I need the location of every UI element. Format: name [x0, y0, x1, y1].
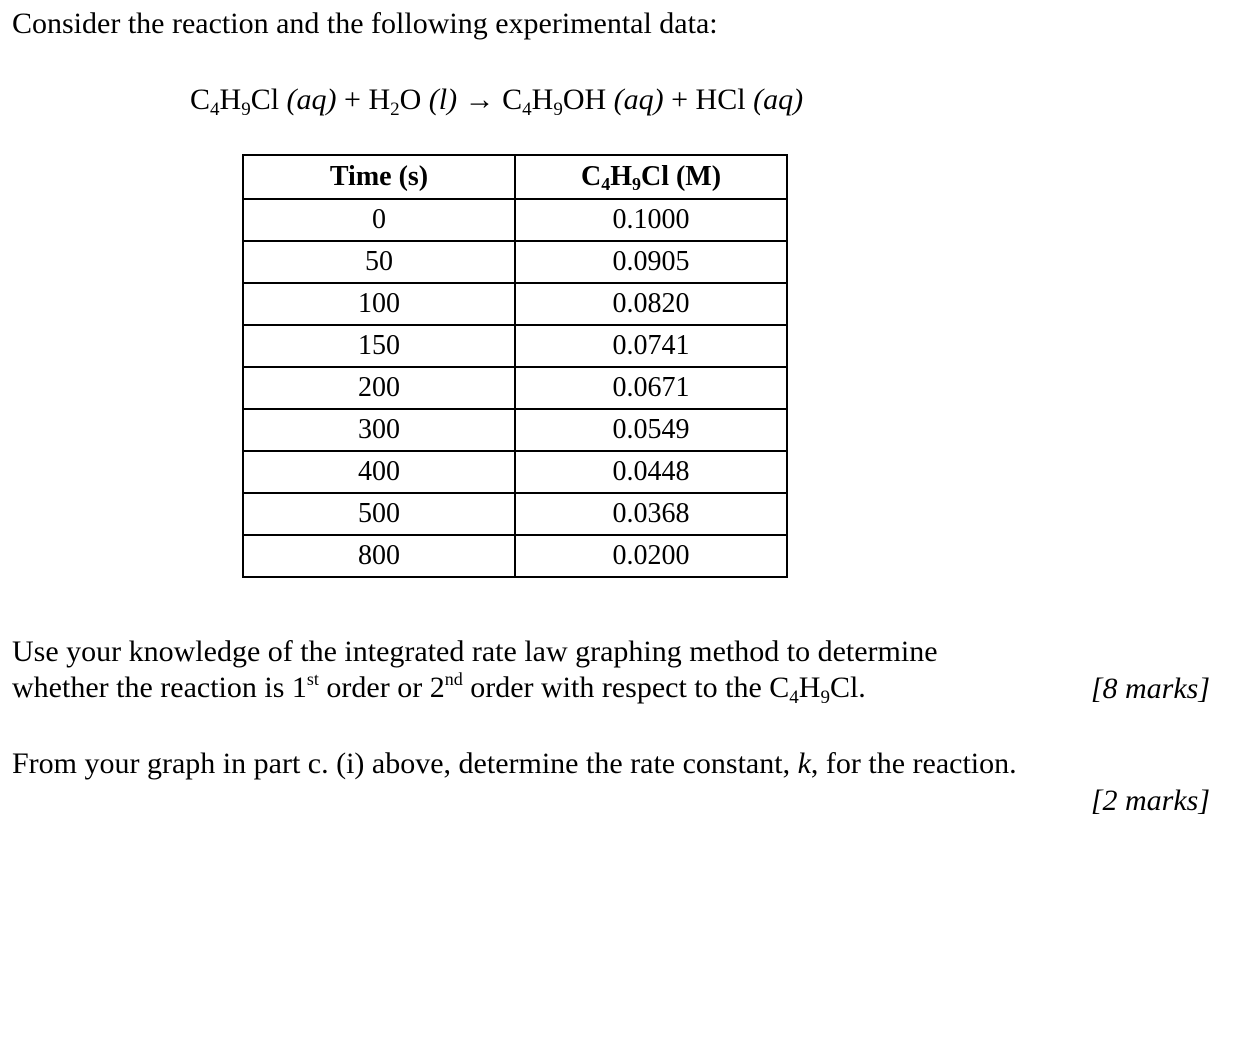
table-row	[243, 367, 787, 409]
conc-cell: 0.0905	[515, 241, 787, 283]
conc-cell: 0.1000	[515, 199, 787, 241]
eq-subscript: 4	[210, 99, 220, 120]
conc-cell: 0.0448	[515, 451, 787, 493]
eq-part: O	[399, 83, 429, 116]
time-cell: 400	[243, 451, 515, 493]
time-cell: 500	[243, 493, 515, 535]
eq-subscript: 9	[553, 99, 563, 120]
eq-subscript: 9	[241, 99, 251, 120]
reaction-equation	[190, 82, 803, 118]
eq-state: (aq)	[753, 83, 804, 116]
time-cell: 150	[243, 325, 515, 367]
eq-state: (aq)	[286, 83, 337, 116]
concentration-header: $C_4H_9Cl$ (M)	[515, 155, 787, 199]
conc-cell: 0.0820	[515, 283, 787, 325]
data-table	[242, 154, 788, 578]
eq-state: (l)	[428, 83, 458, 116]
eq-part: H	[219, 83, 242, 116]
conc-cell: 0.0368	[515, 493, 787, 535]
eq-part: Cl	[250, 83, 280, 116]
eq-subscript: 4	[522, 99, 532, 120]
time-cell: 50	[243, 241, 515, 283]
eq-part: H	[531, 83, 554, 116]
question-2-text: From your graph in part c. (i) above, determine the rate constant, k, for the reaction.	[12, 747, 1017, 780]
table-row	[243, 283, 787, 325]
intro-text: Consider the reaction and the following experimental data:	[12, 7, 718, 40]
question-1-text: Use your knowledge of the integrated rate law graphing method to determine whether the reaction is 1st order or 2nd order with respect to the $C_4H_9Cl$.	[12, 635, 938, 708]
table-row	[243, 241, 787, 283]
time-cell: 300	[243, 409, 515, 451]
eq-state: (aq)	[613, 83, 664, 116]
table-row	[243, 409, 787, 451]
eq-part: + HCl	[663, 83, 754, 116]
conc-cell: 0.0741	[515, 325, 787, 367]
eq-part: C	[190, 83, 211, 116]
eq-part: + H	[336, 83, 391, 116]
table-row	[243, 199, 787, 241]
eq-part: → C	[457, 83, 523, 116]
time-cell: 100	[243, 283, 515, 325]
time-cell: 800	[243, 535, 515, 577]
time-cell: 200	[243, 367, 515, 409]
table-row	[243, 493, 787, 535]
time-cell: 0	[243, 199, 515, 241]
table-row	[243, 325, 787, 367]
eq-subscript: 2	[390, 99, 400, 120]
eq-part: OH	[562, 83, 614, 116]
conc-cell: 0.0200	[515, 535, 787, 577]
question-1-marks: [8 marks]	[1090, 672, 1210, 705]
question-2-marks: [2 marks]	[1090, 784, 1210, 817]
table-row	[243, 535, 787, 577]
time-header: Time (s)	[243, 155, 515, 199]
table-header-row	[243, 155, 787, 199]
table-row	[243, 451, 787, 493]
conc-cell: 0.0549	[515, 409, 787, 451]
conc-cell: 0.0671	[515, 367, 787, 409]
